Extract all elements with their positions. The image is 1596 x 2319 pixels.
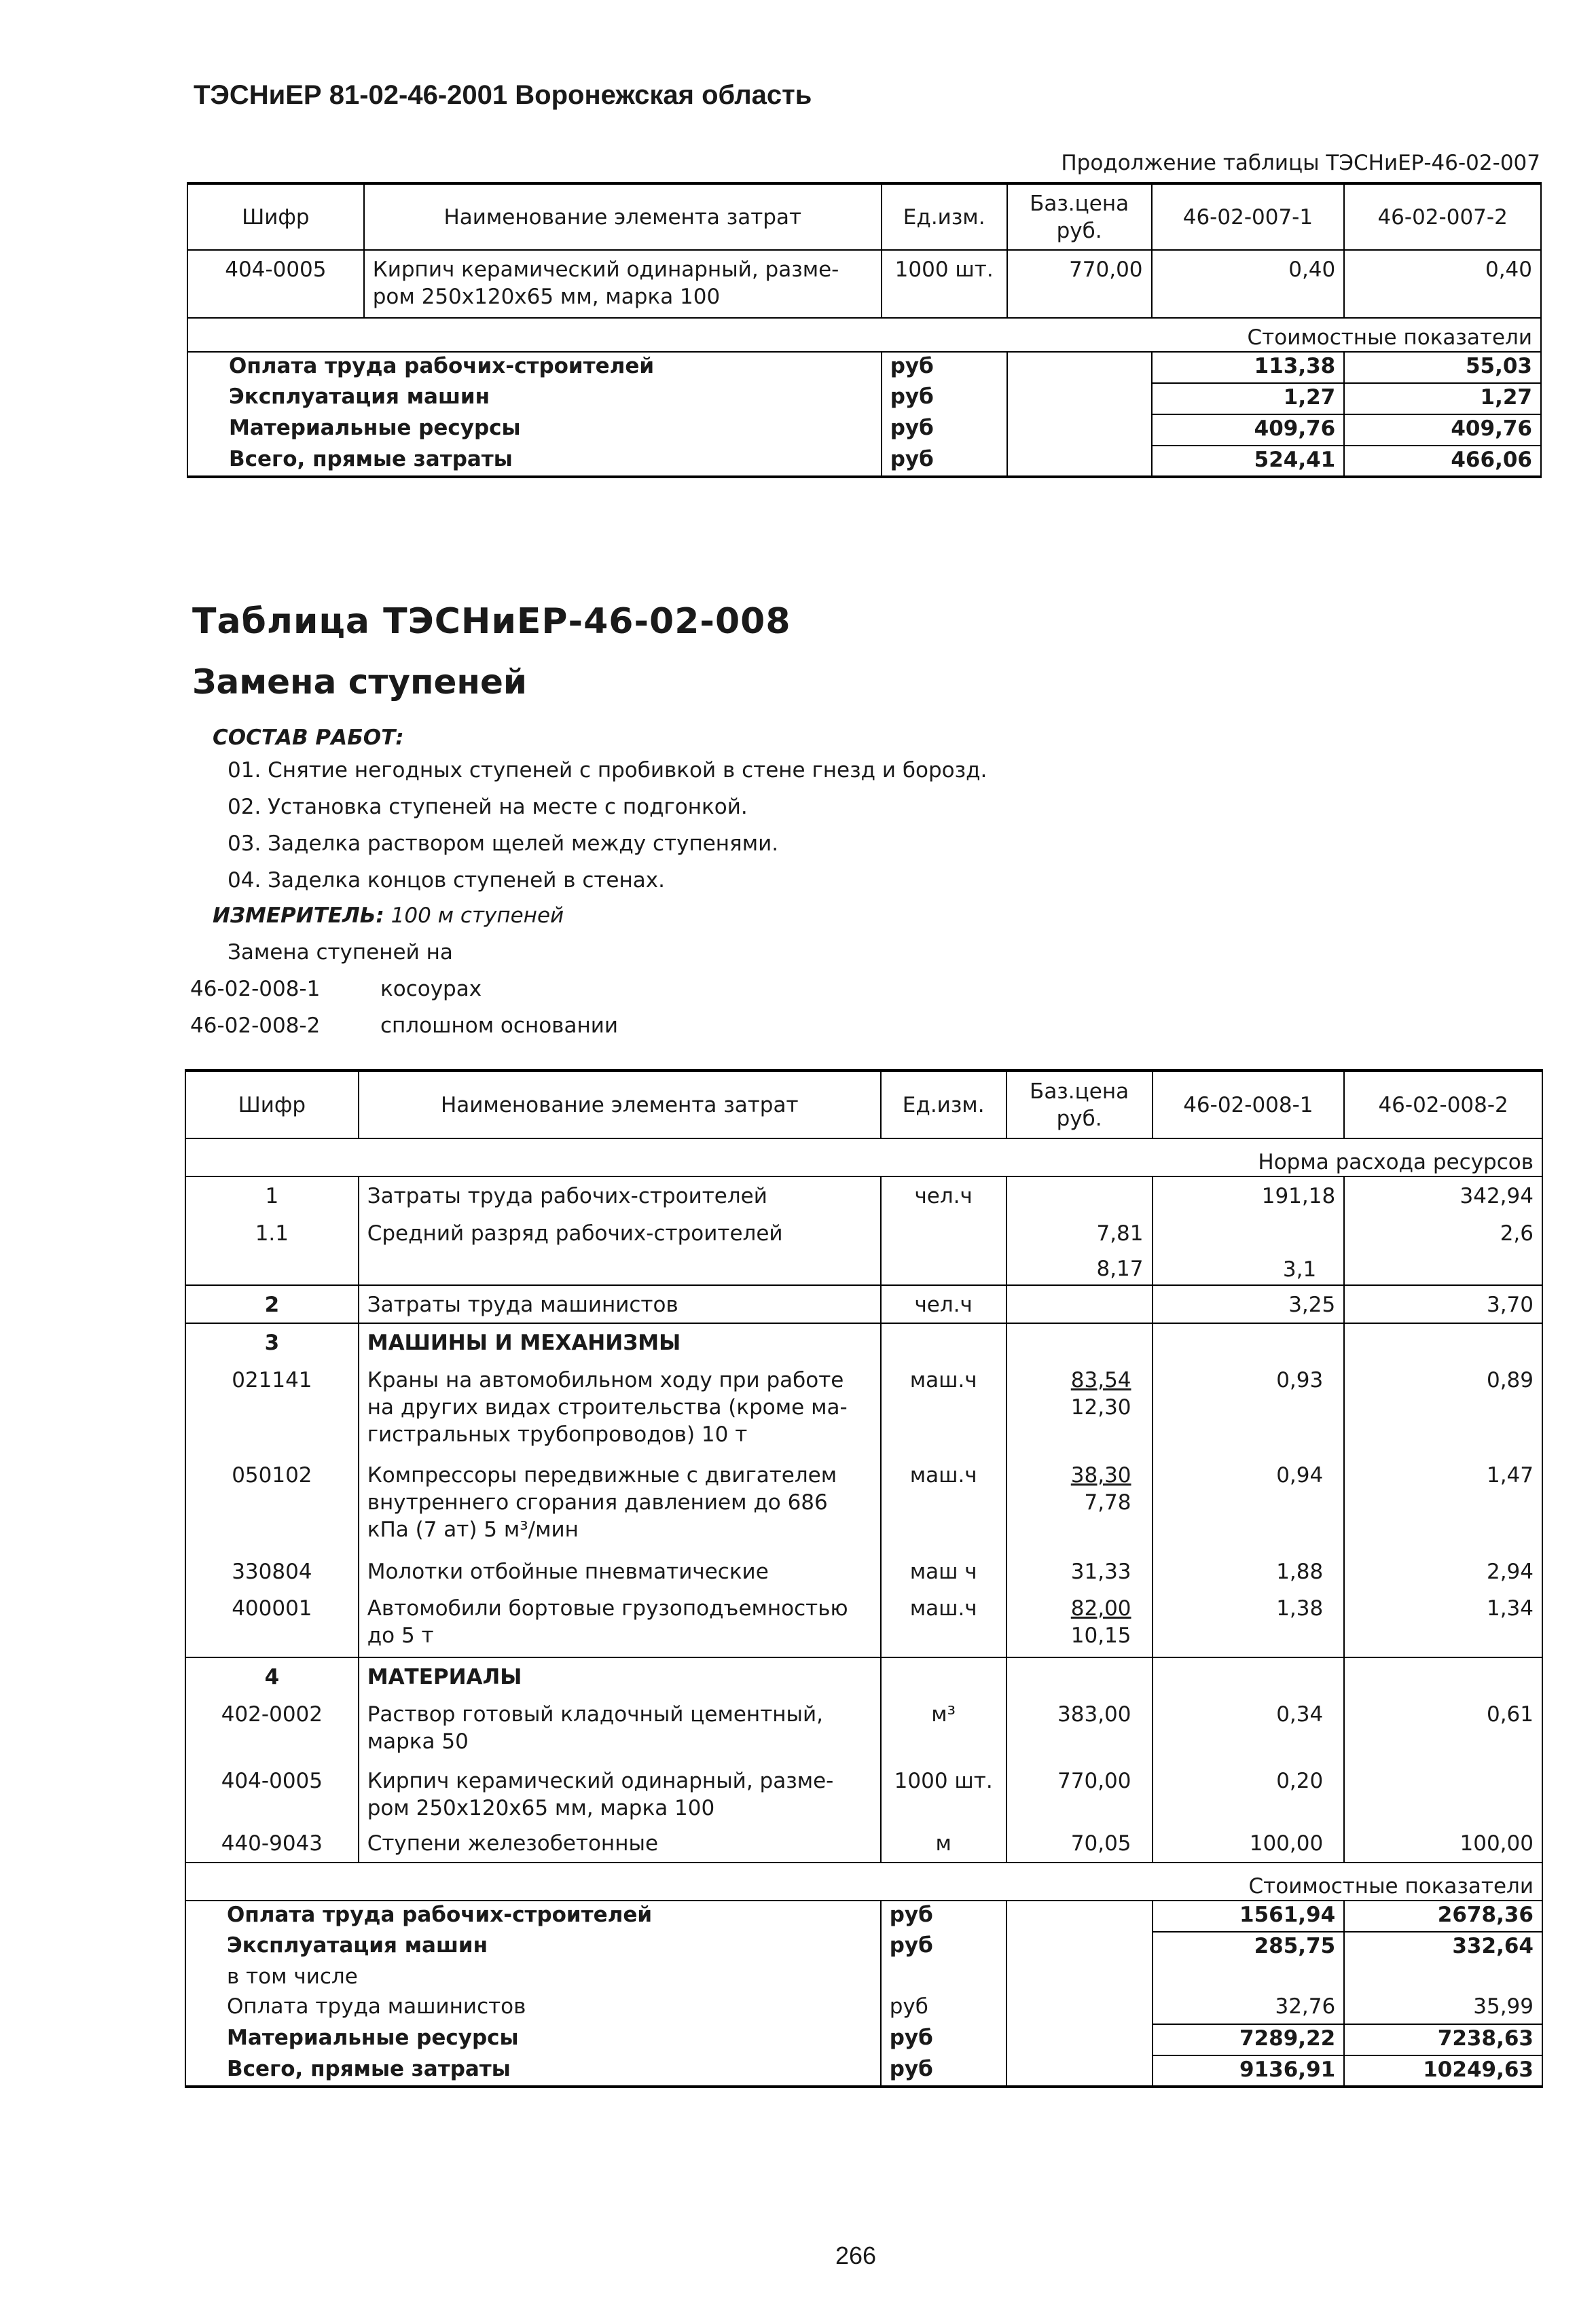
row-name: Компрессоры передвижные с двигателем внутреннего сгорания давлением до 686 кПа (7 ат) 5 м³/мин	[359, 1456, 881, 1556]
running-header: ТЭСНиЕР 81-02-46-2001 Воронежская область	[194, 80, 812, 110]
header-variant-2: 46-02-008-2	[1344, 1071, 1542, 1138]
section-title: Замена ступеней	[192, 662, 527, 702]
row-price: 770,00	[1006, 1762, 1153, 1827]
cost-row	[185, 1901, 1542, 1932]
row-price: 70,05	[1006, 1827, 1153, 1863]
table-row	[185, 1215, 1542, 1285]
row-value-1: 3,1	[1153, 1215, 1345, 1285]
cost-indicators-label: Стоимостные показатели	[185, 1863, 1542, 1901]
cost-row-unit: руб	[881, 1993, 1006, 2024]
row-name: Затраты труда рабочих-строителей	[359, 1176, 881, 1215]
row-value-1: 0,20	[1153, 1762, 1345, 1827]
header-unit: Ед.изм.	[882, 183, 1007, 250]
cost-row	[185, 2055, 1542, 2087]
cost-row-value-1: 32,76	[1153, 1993, 1345, 2024]
header-code: Шифр	[187, 183, 364, 250]
row-value-1: 100,00	[1153, 1827, 1345, 1863]
cost-row	[187, 414, 1541, 446]
cost-row-unit: руб	[882, 352, 1007, 383]
row-code: 400001	[185, 1589, 359, 1657]
table-row	[185, 1456, 1542, 1556]
row-value-1: 0,40	[1152, 250, 1345, 318]
header-price: Баз.цена руб.	[1007, 183, 1152, 250]
row-value-1: 1,88	[1153, 1556, 1345, 1589]
row-unit: маш.ч	[881, 1361, 1006, 1456]
row-value-2: 100,00	[1344, 1827, 1542, 1863]
cost-row	[185, 1963, 1542, 1993]
row-value-2: 2,94	[1344, 1556, 1542, 1589]
work-item: 04. Заделка концов ступеней в стенах.	[228, 868, 665, 893]
row-price: 383,00	[1006, 1695, 1153, 1762]
cost-row-name: Всего, прямые затраты	[185, 2055, 881, 2087]
cost-row-value-2	[1344, 1963, 1542, 1993]
header-unit: Ед.изм.	[881, 1071, 1006, 1138]
table-title: Таблица ТЭСНиЕР-46-02-008	[192, 601, 791, 642]
row-code: 050102	[185, 1456, 359, 1556]
table-row	[185, 1827, 1542, 1863]
cost-row-value-2: 35,99	[1344, 1993, 1542, 2024]
cost-row-value-2: 7238,63	[1344, 2024, 1542, 2055]
row-unit: маш ч	[881, 1556, 1006, 1589]
cost-row-unit: руб	[882, 446, 1007, 477]
row-price: 31,33	[1006, 1556, 1153, 1589]
row-price-a: 7,81	[1096, 1221, 1144, 1246]
table-row	[185, 1762, 1542, 1827]
row-code: 404-0005	[187, 250, 364, 318]
row-code: 330804	[185, 1556, 359, 1589]
cost-indicators-label: Стоимостные показатели	[187, 318, 1541, 352]
variant-name: сплошном основании	[380, 1013, 619, 1038]
cost-row-value-1: 409,76	[1152, 414, 1345, 446]
row-value-1: 3,25	[1153, 1285, 1345, 1323]
header-variant-1: 46-02-008-1	[1153, 1071, 1345, 1138]
row-name: Средний разряд рабочих-строителей	[359, 1215, 881, 1285]
row-value-2: 3,70	[1344, 1285, 1542, 1323]
row-price-bottom: 12,30	[1070, 1395, 1131, 1420]
table-007-continued	[187, 182, 1542, 478]
table-row	[187, 250, 1541, 318]
header-code: Шифр	[185, 1071, 359, 1138]
cost-row-value-1: 7289,22	[1153, 2024, 1345, 2055]
row-value-2: 0,40	[1344, 250, 1541, 318]
header-price: Баз.цена руб.	[1006, 1071, 1153, 1138]
row-value-2: 1,47	[1344, 1456, 1542, 1556]
norm-label: Норма расхода ресурсов	[185, 1138, 1542, 1176]
row-price-top: 83,54	[1070, 1368, 1131, 1392]
section-label-machines: МАШИНЫ И МЕХАНИЗМЫ	[359, 1323, 881, 1361]
row-price	[1006, 1361, 1153, 1456]
cost-row-unit: руб	[882, 414, 1007, 446]
cost-row	[185, 1932, 1542, 1963]
header-name: Наименование элемента затрат	[359, 1071, 881, 1138]
row-price-bottom: 10,15	[1070, 1623, 1131, 1648]
row-value-2: 0,89	[1344, 1361, 1542, 1456]
work-item: 01. Снятие негодных ступеней с пробивкой в стене гнезд и борозд.	[228, 758, 987, 783]
cost-row-name: в том числе	[185, 1963, 881, 1993]
header-variant-1: 46-02-007-1	[1152, 183, 1345, 250]
row-unit: м³	[881, 1695, 1006, 1762]
row-code: 2	[185, 1285, 359, 1323]
cost-row-value-1: 524,41	[1152, 446, 1345, 477]
cost-row-value-1: 1561,94	[1153, 1901, 1345, 1932]
header-variant-2: 46-02-007-2	[1344, 183, 1541, 250]
row-name: Молотки отбойные пневматические	[359, 1556, 881, 1589]
continuation-caption: Продолжение таблицы ТЭСНиЕР-46-02-007	[1061, 151, 1540, 175]
work-item: 02. Установка ступеней на месте с подгонкой.	[228, 795, 748, 819]
work-composition-label: СОСТАВ РАБОТ:	[213, 725, 404, 750]
row-value-1: 191,18	[1153, 1176, 1345, 1215]
section-label-materials: МАТЕРИАЛЫ	[359, 1657, 881, 1695]
row-unit: чел.ч	[881, 1285, 1006, 1323]
row-name: Раствор готовый кладочный цементный, марка 50	[359, 1695, 881, 1762]
cost-row-name: Эксплуатация машин	[187, 383, 882, 414]
cost-row-unit: руб	[881, 2024, 1006, 2055]
row-value-2: 342,94	[1344, 1176, 1542, 1215]
cost-row-name: Всего, прямые затраты	[187, 446, 882, 477]
cost-row-unit	[881, 1963, 1006, 1993]
row-name: Кирпич керамический одинарный, разме-ром 250х120х65 мм, марка 100	[359, 1762, 881, 1827]
cost-row-name: Оплата труда рабочих-строителей	[187, 352, 882, 383]
row-value-2: 0,61	[1344, 1695, 1542, 1762]
row-value-1: 0,93	[1153, 1361, 1345, 1456]
cost-row-value-1	[1153, 1963, 1345, 1993]
table-row	[185, 1176, 1542, 1215]
table-row	[185, 1695, 1542, 1762]
table-row	[185, 1285, 1542, 1323]
cost-row-value-2: 466,06	[1344, 446, 1541, 477]
cost-row-name: Оплата труда рабочих-строителей	[185, 1901, 881, 1932]
row-unit: 1000 шт.	[881, 1762, 1006, 1827]
cost-row-name: Оплата труда машинистов	[185, 1993, 881, 2024]
row-name: Затраты труда машинистов	[359, 1285, 881, 1323]
row-unit: 1000 шт.	[882, 250, 1007, 318]
cost-row-value-2: 55,03	[1344, 352, 1541, 383]
measure-line	[213, 903, 564, 928]
row-price-bottom: 7,78	[1084, 1490, 1131, 1515]
row-name: Автомобили бортовые грузоподъемностью до 5 т	[359, 1589, 881, 1657]
row-unit: маш.ч	[881, 1456, 1006, 1556]
row-value-2: 2,6	[1344, 1215, 1542, 1285]
cost-row-value-2: 10249,63	[1344, 2055, 1542, 2087]
measure-value: 100 м ступеней	[391, 903, 564, 928]
row-name: Ступени железобетонные	[359, 1827, 881, 1863]
row-value-2	[1344, 1762, 1542, 1827]
measure-label: ИЗМЕРИТЕЛЬ:	[213, 903, 384, 928]
row-value-1: 1,38	[1153, 1589, 1345, 1657]
table-row	[185, 1589, 1542, 1657]
row-code: 1	[185, 1176, 359, 1215]
work-item: 03. Заделка раствором щелей между ступенями.	[228, 831, 779, 856]
cost-row-value-1: 113,38	[1152, 352, 1345, 383]
row-price-top: 82,00	[1070, 1596, 1131, 1621]
cost-row-value-2: 332,64	[1344, 1932, 1542, 1963]
row-price	[1006, 1215, 1153, 1285]
cost-row-name: Материальные ресурсы	[185, 2024, 881, 2055]
table-row	[185, 1361, 1542, 1456]
row-name: Кирпич керамический одинарный, разме-ром 250х120х65 мм, марка 100	[364, 250, 882, 318]
variant-code: 46-02-008-1	[190, 977, 321, 1001]
cost-row-unit: руб	[881, 1932, 1006, 1963]
cost-row-name: Эксплуатация машин	[185, 1932, 881, 1963]
cost-row	[187, 446, 1541, 477]
cost-row-value-2: 2678,36	[1344, 1901, 1542, 1932]
table-row	[185, 1556, 1542, 1589]
row-unit: чел.ч	[881, 1176, 1006, 1215]
row-code: 404-0005	[185, 1762, 359, 1827]
row-price	[1006, 1456, 1153, 1556]
header-name: Наименование элемента затрат	[364, 183, 882, 250]
row-code: 021141	[185, 1361, 359, 1456]
section-code-materials: 4	[185, 1657, 359, 1695]
row-unit: маш.ч	[881, 1589, 1006, 1657]
cost-row-value-2: 1,27	[1344, 383, 1541, 414]
page-number: 266	[835, 2242, 877, 2269]
row-value-1: 0,34	[1153, 1695, 1345, 1762]
row-name: Краны на автомобильном ходу при работе на других видах строительства (кроме ма-гистральных трубопроводов) 10 т	[359, 1361, 881, 1456]
cost-row-unit: руб	[881, 2055, 1006, 2087]
cost-row-value-2: 409,76	[1344, 414, 1541, 446]
row-code: 440-9043	[185, 1827, 359, 1863]
row-price	[1006, 1589, 1153, 1657]
row-code: 1.1	[185, 1215, 359, 1285]
cost-row-unit: руб	[882, 383, 1007, 414]
variant-code: 46-02-008-2	[190, 1013, 321, 1038]
row-price-top: 38,30	[1070, 1463, 1131, 1488]
replace-label: Замена ступеней на	[228, 940, 453, 965]
cost-row	[185, 1993, 1542, 2024]
cost-row-value-1: 1,27	[1152, 383, 1345, 414]
variant-name: косоурах	[380, 977, 482, 1001]
cost-row-name: Материальные ресурсы	[187, 414, 882, 446]
row-code: 402-0002	[185, 1695, 359, 1762]
cost-row	[185, 2024, 1542, 2055]
row-price-b: 8,17	[1096, 1257, 1144, 1281]
row-price: 770,00	[1007, 250, 1152, 318]
cost-row	[187, 352, 1541, 383]
table-008	[185, 1069, 1543, 2088]
cost-row	[187, 383, 1541, 414]
section-code-machines: 3	[185, 1323, 359, 1361]
row-value-2: 1,34	[1344, 1589, 1542, 1657]
cost-row-value-1: 285,75	[1153, 1932, 1345, 1963]
row-unit: м	[881, 1827, 1006, 1863]
cost-row-value-1: 9136,91	[1153, 2055, 1345, 2087]
cost-row-unit: руб	[881, 1901, 1006, 1932]
row-value-1: 0,94	[1153, 1456, 1345, 1556]
